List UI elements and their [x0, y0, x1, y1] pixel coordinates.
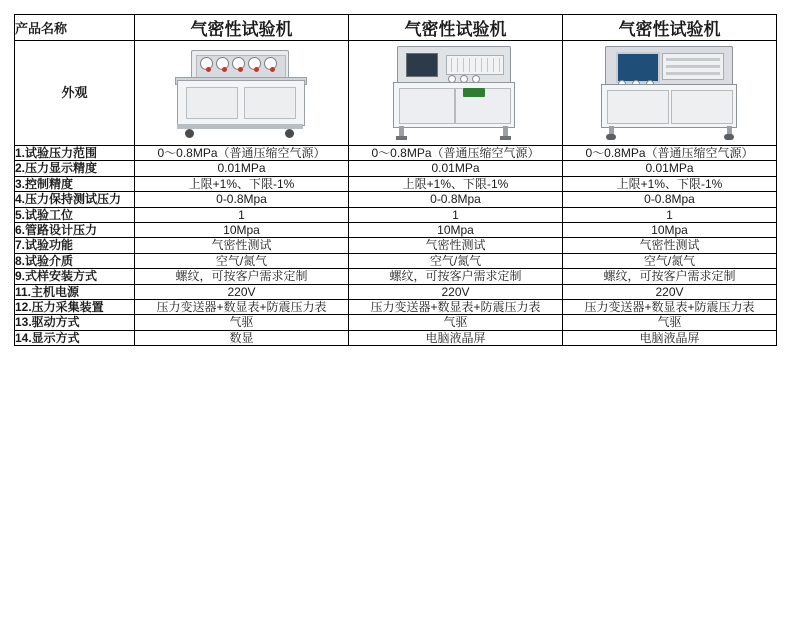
row-label: 4.压力保持测试压力 [15, 192, 135, 207]
row-value: 0-0.8Mpa [135, 192, 349, 207]
row-value: 220V [563, 284, 777, 299]
row-label: 12.压力采集装置 [15, 299, 135, 314]
table-row [15, 161, 777, 176]
row-label: 2.压力显示精度 [15, 161, 135, 176]
row-value: 0～0.8MPa（普通压缩空气源） [563, 146, 777, 161]
row-value: 气驱 [563, 315, 777, 330]
row-value: 空气/氮气 [135, 253, 349, 268]
row-label: 1.试验压力范围 [15, 146, 135, 161]
row-value: 220V [135, 284, 349, 299]
table-row [15, 269, 777, 284]
table-row [15, 284, 777, 299]
row-value: 0～0.8MPa（普通压缩空气源） [135, 146, 349, 161]
row-label: 6.管路设计压力 [15, 222, 135, 237]
table-row [15, 299, 777, 314]
row-value: 上限+1%、下限-1% [563, 176, 777, 191]
table-row [15, 192, 777, 207]
header-product-3: 气密性试验机 [563, 15, 777, 41]
product-image-cell-2 [349, 41, 563, 146]
table-row [15, 253, 777, 268]
appearance-row [15, 41, 777, 146]
row-value: 10Mpa [349, 222, 563, 237]
row-value: 气密性测试 [349, 238, 563, 253]
air-tightness-tester-console-model-image [585, 44, 755, 142]
row-value: 气驱 [135, 315, 349, 330]
row-value: 数显 [135, 330, 349, 345]
header-product-2: 气密性试验机 [349, 15, 563, 41]
row-label: 13.驱动方式 [15, 315, 135, 330]
row-value: 螺纹，可按客户需求定制 [349, 269, 563, 284]
row-value: 0-0.8Mpa [349, 192, 563, 207]
row-value: 10Mpa [135, 222, 349, 237]
row-value: 电脑液晶屏 [563, 330, 777, 345]
row-value: 10Mpa [563, 222, 777, 237]
header-label-cell: 产品名称 [15, 15, 135, 41]
row-value: 气密性测试 [135, 238, 349, 253]
row-label: 5.试验工位 [15, 207, 135, 222]
row-label: 11.主机电源 [15, 284, 135, 299]
row-value: 上限+1%、下限-1% [349, 176, 563, 191]
row-label: 9.式样安装方式 [15, 269, 135, 284]
row-value: 螺纹，可按客户需求定制 [563, 269, 777, 284]
air-tightness-tester-bench-model-image [157, 44, 327, 142]
air-tightness-tester-tall-model-image [371, 44, 541, 142]
appearance-label: 外观 [15, 41, 135, 146]
row-value: 0.01MPa [563, 161, 777, 176]
row-value: 0-0.8Mpa [563, 192, 777, 207]
row-value: 1 [135, 207, 349, 222]
row-label: 7.试验功能 [15, 238, 135, 253]
row-label: 3.控制精度 [15, 176, 135, 191]
table-row [15, 207, 777, 222]
row-value: 1 [349, 207, 563, 222]
header-product-1: 气密性试验机 [135, 15, 349, 41]
row-value: 电脑液晶屏 [349, 330, 563, 345]
row-value: 220V [349, 284, 563, 299]
product-image-cell-3 [563, 41, 777, 146]
table-row [15, 146, 777, 161]
row-value: 0～0.8MPa（普通压缩空气源） [349, 146, 563, 161]
row-value: 压力变送器+数显表+防震压力表 [349, 299, 563, 314]
row-value: 气密性测试 [563, 238, 777, 253]
row-value: 0.01MPa [349, 161, 563, 176]
row-value: 螺纹，可按客户需求定制 [135, 269, 349, 284]
product-image-cell-1 [135, 41, 349, 146]
table-row [15, 315, 777, 330]
row-label: 14.显示方式 [15, 330, 135, 345]
row-value: 1 [563, 207, 777, 222]
row-value: 空气/氮气 [563, 253, 777, 268]
row-label: 8.试验介质 [15, 253, 135, 268]
row-value: 气驱 [349, 315, 563, 330]
table-row [15, 222, 777, 237]
table-row [15, 238, 777, 253]
table-row [15, 330, 777, 345]
table-header-row [15, 15, 777, 41]
row-value: 空气/氮气 [349, 253, 563, 268]
row-value: 0.01MPa [135, 161, 349, 176]
table-row [15, 176, 777, 191]
row-value: 上限+1%、下限-1% [135, 176, 349, 191]
row-value: 压力变送器+数显表+防震压力表 [563, 299, 777, 314]
row-value: 压力变送器+数显表+防震压力表 [135, 299, 349, 314]
product-spec-table [14, 14, 777, 346]
